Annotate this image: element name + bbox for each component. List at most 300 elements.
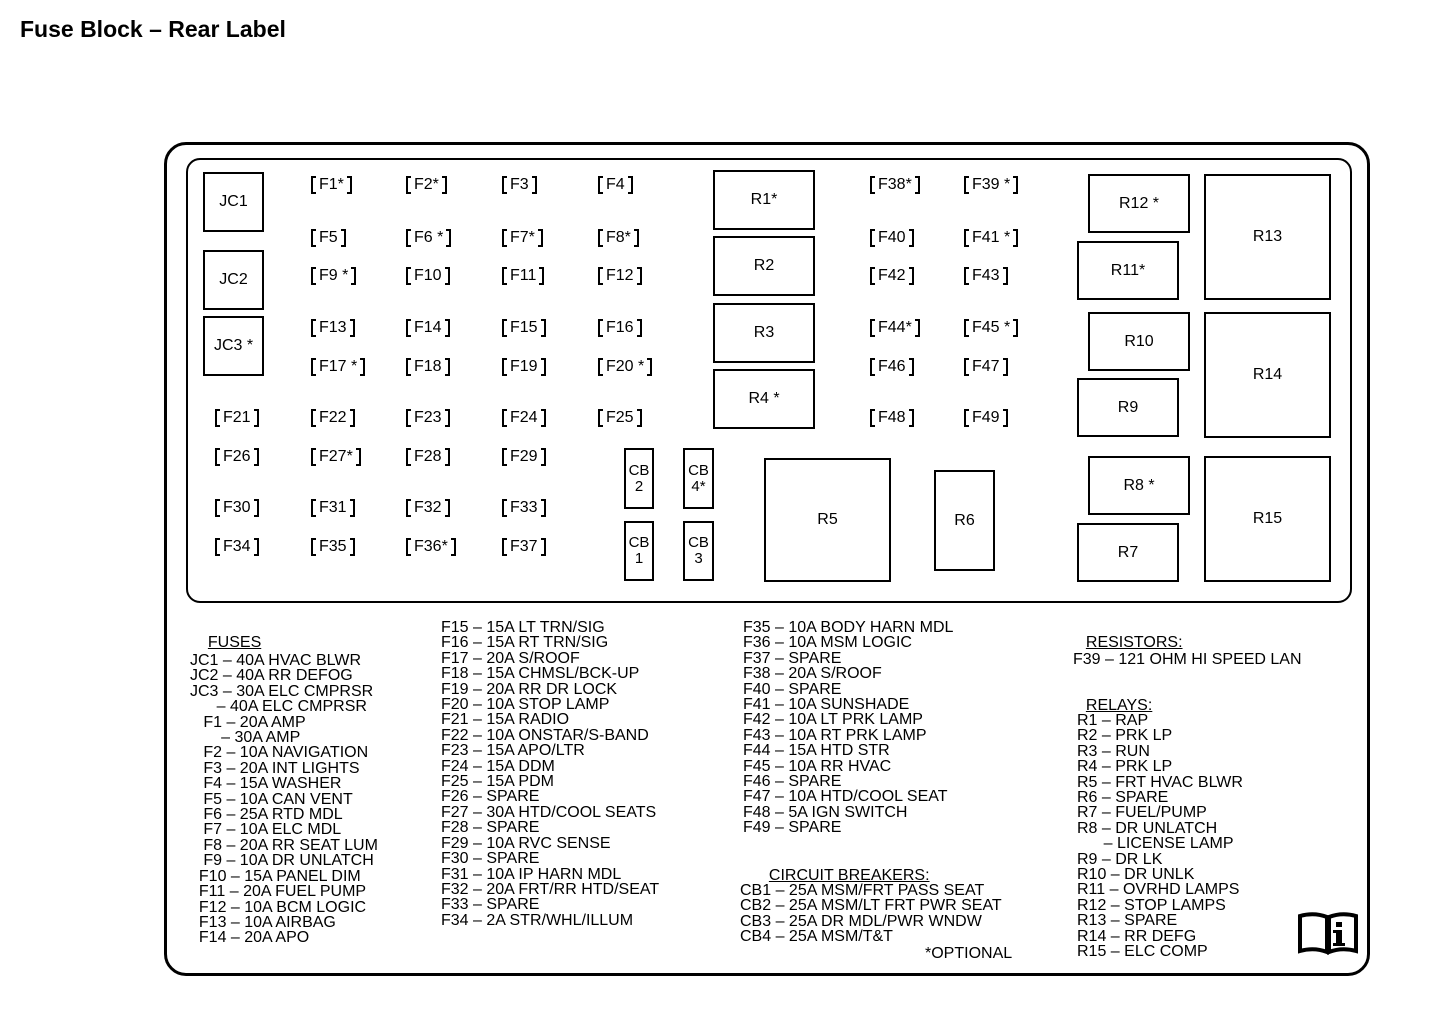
legend-line: F7 – 10A ELC MDL	[190, 821, 342, 839]
fuse-label: F2*	[414, 176, 439, 193]
junction-jc3: JC3 *	[203, 316, 264, 376]
relay-r14: R14	[1204, 312, 1331, 438]
fuse-label: F15	[510, 319, 538, 336]
fuse-label: F12	[606, 267, 634, 284]
legend-line: F34 – 2A STR/WHL/ILLUM	[441, 911, 634, 929]
fuse-bracket-right	[915, 176, 920, 194]
fuse-bracket-right	[445, 319, 450, 337]
legend-line: F45 – 10A RR HVAC	[743, 757, 892, 775]
fuse-label: F38*	[878, 176, 912, 193]
fuse-label: F16	[606, 319, 634, 336]
relay-r3: R3	[713, 303, 815, 363]
fuse-bracket-right	[254, 448, 259, 466]
fuse-f1	[311, 175, 352, 195]
fuse-label: F40	[878, 229, 906, 246]
optional-note: *OPTIONAL	[925, 945, 1013, 962]
fuse-bracket-left	[502, 538, 507, 556]
page-title: Fuse Block – Rear Label	[20, 16, 286, 42]
fuse-bracket-left	[870, 176, 875, 194]
legend-line: JC1 – 40A HVAC BLWR	[190, 652, 362, 669]
fuse-f21	[215, 408, 259, 428]
relay-r11: R11*	[1077, 241, 1179, 300]
resistors-header: RESISTORS:	[1085, 634, 1183, 652]
fuse-label: F49	[972, 409, 1000, 426]
fuse-f47	[964, 357, 1008, 377]
fuse-bracket-left	[311, 229, 316, 247]
fuse-bracket-left	[502, 319, 507, 337]
legend-line: F49 – SPARE	[743, 819, 842, 837]
fuse-bracket-right	[445, 358, 450, 376]
legend-line: F11 – 20A FUEL PUMP	[190, 883, 367, 901]
relay-r4: R4 *	[713, 369, 815, 429]
fuse-label: F24	[510, 409, 538, 426]
fuse-f5	[311, 228, 346, 248]
fuse-label: F25	[606, 409, 634, 426]
fuse-f28	[406, 447, 450, 467]
cb-label-top: CB	[688, 461, 709, 479]
fuse-f3	[502, 175, 537, 195]
fuse-bracket-right	[1013, 229, 1018, 247]
fuse-label: F29	[510, 448, 538, 465]
legend-line: F10 – 15A PANEL DIM	[190, 867, 361, 885]
fuse-f44	[870, 318, 920, 338]
fuse-f26	[215, 447, 259, 467]
fuse-label: F11	[510, 267, 537, 284]
legend-line: F43 – 10A RT PRK LAMP	[743, 726, 927, 744]
legend-line: F42 – 10A LT PRK LAMP	[743, 711, 923, 729]
fuse-bracket-left	[598, 409, 603, 427]
fuse-f42	[870, 266, 914, 286]
fuse-label: F41 *	[972, 229, 1011, 246]
legend-line: R11 – OVRHD LAMPS	[1077, 881, 1240, 899]
cb-label-top: CB	[628, 534, 650, 551]
legend-line: F12 – 10A BCM LOGIC	[190, 898, 367, 916]
fuse-bracket-right	[360, 358, 365, 376]
legend-resistors-header	[1077, 620, 1183, 651]
legend-line: F23 – 15A APO/LTR	[441, 742, 585, 760]
relay-r15: R15	[1204, 456, 1331, 582]
fuse-f17	[311, 357, 365, 377]
legend-line: F21 – 15A RADIO	[441, 711, 570, 729]
fuse-bracket-right	[1003, 358, 1008, 376]
relay-r5: R5	[764, 458, 891, 582]
fuse-bracket-right	[351, 267, 356, 285]
fuse-bracket-left	[502, 267, 507, 285]
legend-line: R14 – RR DEFG	[1077, 927, 1197, 945]
legend-line: F44 – 15A HTD STR	[743, 742, 890, 760]
fuse-bracket-right	[445, 409, 450, 427]
relays-header: RELAYS:	[1085, 697, 1153, 715]
legend-line: R8 – DR UNLATCH	[1077, 819, 1218, 837]
fuse-bracket-left	[502, 448, 507, 466]
legend-line: F28 – SPARE	[441, 819, 540, 837]
fuse-f7	[502, 228, 543, 248]
fuse-f38	[870, 175, 920, 195]
fuse-bracket-left	[598, 267, 603, 285]
fuse-label: F32	[414, 499, 442, 516]
relay-r7: R7	[1077, 523, 1179, 582]
legend-line: CB3 – 25A DR MDL/PWR WNDW	[740, 912, 982, 930]
fuse-bracket-right	[350, 409, 355, 427]
fuse-label: F47	[972, 358, 1000, 375]
fuse-bracket-left	[870, 358, 875, 376]
fuse-bracket-left	[311, 538, 316, 556]
fuse-bracket-left	[406, 409, 411, 427]
fuse-f39	[964, 175, 1018, 195]
fuse-label: F37	[510, 538, 538, 555]
fuse-bracket-right	[532, 176, 537, 194]
legend-line: F6 – 25A RTD MDL	[190, 806, 343, 824]
fuse-bracket-right	[909, 229, 914, 247]
junction-jc1: JC1	[203, 172, 264, 232]
legend-line: F32 – 20A FRT/RR HTD/SEAT	[441, 880, 660, 898]
fuse-label: F43	[972, 267, 1000, 284]
fuse-label: F22	[319, 409, 347, 426]
legend-line: F33 – SPARE	[441, 896, 540, 914]
legend-line: F4 – 15A WASHER	[190, 775, 342, 793]
relay-r9: R9	[1077, 378, 1179, 437]
fuse-f20	[598, 357, 652, 377]
legend-line: R15 – ELC COMP	[1077, 943, 1208, 961]
legend-line: CB2 – 25A MSM/LT FRT PWR SEAT	[740, 897, 1002, 915]
fuse-bracket-left	[502, 229, 507, 247]
legend-line: F2 – 10A NAVIGATION	[190, 744, 369, 762]
circuit-breaker-cb4	[683, 448, 714, 509]
legend-line: F13 – 10A AIRBAG	[190, 913, 336, 931]
fuse-label: F34	[223, 538, 251, 555]
fuse-bracket-right	[350, 319, 355, 337]
fuse-f32	[406, 498, 450, 518]
fuse-bracket-left	[215, 499, 220, 517]
fuse-label: F39 *	[972, 176, 1011, 193]
fuse-f4	[598, 175, 633, 195]
fuse-bracket-left	[311, 319, 316, 337]
fuse-label: F19	[510, 358, 538, 375]
fuse-f46	[870, 357, 914, 377]
fuse-f14	[406, 318, 450, 338]
legend-line: F30 – SPARE	[441, 850, 540, 868]
legend-line: F20 – 10A STOP LAMP	[441, 696, 610, 714]
fuse-f12	[598, 266, 642, 286]
fuse-bracket-right	[350, 538, 355, 556]
legend-circuit-breakers	[740, 883, 1002, 945]
fuse-bracket-left	[598, 358, 603, 376]
legend-line: F19 – 20A RR DR LOCK	[441, 680, 618, 698]
fuse-bracket-left	[406, 267, 411, 285]
fuse-bracket-right	[647, 358, 652, 376]
cb-label-number: 1	[634, 550, 644, 567]
fuse-bracket-left	[870, 409, 875, 427]
fuse-bracket-right	[637, 267, 642, 285]
fuse-bracket-left	[311, 267, 316, 285]
fuse-bracket-left	[870, 267, 875, 285]
legend-line: F37 – SPARE	[743, 649, 842, 667]
legend-line: F47 – 10A HTD/COOL SEAT	[743, 788, 948, 806]
legend-line: F14 – 20A APO	[190, 929, 310, 947]
circuit-breaker-cb3	[683, 521, 714, 581]
legend-line: R4 – PRK LP	[1077, 758, 1173, 776]
fuse-bracket-left	[406, 448, 411, 466]
fuse-bracket-right	[254, 409, 259, 427]
fuse-label: F23	[414, 409, 442, 426]
fuse-bracket-right	[538, 229, 543, 247]
legend-line: R1 – RAP	[1077, 712, 1149, 729]
fuse-f24	[502, 408, 546, 428]
circuit-breaker-cb1	[624, 521, 654, 581]
fuse-bracket-left	[964, 409, 969, 427]
fuse-f8	[598, 228, 639, 248]
fuse-label: F45 *	[972, 319, 1011, 336]
fuse-f43	[964, 266, 1008, 286]
fuse-f34	[215, 537, 259, 557]
fuse-bracket-right	[909, 267, 914, 285]
relay-r1: R1*	[713, 170, 815, 230]
fuse-f36	[406, 537, 456, 557]
fuse-bracket-right	[350, 499, 355, 517]
fuse-label: F17 *	[319, 358, 358, 375]
legend-fuses-header	[199, 620, 261, 651]
junction-jc2: JC2	[203, 250, 264, 310]
legend-resistor-line: F39 – 121 OHM HI SPEED LAN	[1073, 651, 1302, 668]
fuse-bracket-right	[634, 229, 639, 247]
legend-line: F29 – 10A RVC SENSE	[441, 834, 611, 852]
fuse-label: F6 *	[414, 229, 444, 246]
fuse-f30	[215, 498, 259, 518]
fuse-bracket-right	[628, 176, 633, 194]
fuse-f27	[311, 447, 361, 467]
legend-line: F15 – 15A LT TRN/SIG	[441, 619, 605, 636]
fuse-label: F35	[319, 538, 347, 555]
legend-line: F8 – 20A RR SEAT LUM	[190, 836, 378, 854]
legend-column-2	[441, 620, 659, 928]
fuse-bracket-left	[215, 409, 220, 427]
fuse-bracket-left	[311, 176, 316, 194]
legend-line: F38 – 20A S/ROOF	[743, 665, 882, 683]
fuse-bracket-left	[870, 229, 875, 247]
relay-r13: R13	[1204, 174, 1331, 300]
fuse-label: F31	[319, 499, 347, 516]
fuse-bracket-right	[909, 358, 914, 376]
fuse-bracket-right	[1013, 176, 1018, 194]
cb-label-number: 2	[634, 477, 644, 495]
fuse-bracket-left	[311, 409, 316, 427]
fuse-bracket-right	[637, 319, 642, 337]
fuse-label: F13	[319, 319, 347, 336]
legend-line: F24 – 15A DDM	[441, 757, 555, 775]
legend-line: F1 – 20A AMP	[190, 713, 306, 731]
legend-line: JC3 – 30A ELC CMPRSR	[190, 682, 374, 700]
fuse-bracket-left	[502, 176, 507, 194]
fuse-f29	[502, 447, 546, 467]
fuse-bracket-right	[1003, 409, 1008, 427]
legend-line: F25 – 15A PDM	[441, 773, 554, 791]
fuse-label: F46	[878, 358, 906, 375]
fuse-label: F9 *	[319, 267, 349, 284]
fuse-label: F48	[878, 409, 906, 426]
fuse-bracket-right	[445, 267, 450, 285]
legend-line: – 30A AMP	[190, 729, 301, 747]
fuse-bracket-left	[406, 319, 411, 337]
fuse-f45	[964, 318, 1018, 338]
legend-line: R9 – DR LK	[1077, 850, 1163, 868]
fuse-label: F3	[510, 176, 529, 193]
circuit-breaker-cb2	[624, 448, 654, 509]
relay-r6: R6	[934, 470, 995, 571]
legend-line: JC2 – 40A RR DEFOG	[190, 667, 353, 685]
fuse-f18	[406, 357, 450, 377]
fuse-bracket-left	[870, 319, 875, 337]
fuse-bracket-right	[341, 229, 346, 247]
fuse-bracket-right	[445, 499, 450, 517]
fuse-bracket-right	[909, 409, 914, 427]
cb-label-top: CB	[688, 534, 709, 551]
fuse-label: F36*	[414, 538, 448, 555]
fuse-f41	[964, 228, 1018, 248]
legend-line: R2 – PRK LP	[1077, 727, 1173, 745]
fuse-f49	[964, 408, 1008, 428]
fuse-f35	[311, 537, 355, 557]
legend-line: F27 – 30A HTD/COOL SEATS	[441, 803, 657, 821]
legend-line: R10 – DR UNLK	[1077, 866, 1195, 884]
fuse-bracket-left	[311, 448, 316, 466]
legend-line: F41 – 10A SUNSHADE	[743, 696, 910, 714]
fuse-label: F28	[414, 448, 442, 465]
fuse-bracket-right	[445, 448, 450, 466]
fuse-bracket-left	[598, 319, 603, 337]
fuse-f2	[406, 175, 447, 195]
fuse-label: F5	[319, 229, 338, 246]
fuse-bracket-right	[254, 538, 259, 556]
legend-circuit-breakers-header	[760, 853, 930, 884]
fuse-f15	[502, 318, 546, 338]
legend-line: F26 – SPARE	[441, 788, 540, 806]
fuse-bracket-left	[311, 499, 316, 517]
fuse-bracket-right	[541, 409, 546, 427]
fuse-bracket-left	[964, 267, 969, 285]
legend-line: – 40A ELC CMPRSR	[190, 698, 367, 716]
legend-column-1	[190, 653, 378, 946]
fuse-label: F4	[606, 176, 625, 193]
fuse-f23	[406, 408, 450, 428]
cb-label-number: 3	[694, 550, 703, 567]
fuse-label: F8*	[606, 229, 631, 246]
fuse-label: F14	[414, 319, 442, 336]
fuse-label: F27*	[319, 448, 353, 465]
legend-line: F18 – 15A CHMSL/BCK-UP	[441, 665, 640, 683]
fuse-f40	[870, 228, 914, 248]
fuse-f10	[406, 266, 450, 286]
fuse-bracket-left	[502, 358, 507, 376]
fuse-f22	[311, 408, 355, 428]
legend-line: F46 – SPARE	[743, 773, 842, 791]
fuse-bracket-right	[915, 319, 920, 337]
fuse-bracket-left	[406, 229, 411, 247]
fuse-bracket-right	[356, 448, 361, 466]
legend-line: CB4 – 25A MSM/T&T	[740, 928, 893, 946]
fuse-f25	[598, 408, 642, 428]
cb-label-top: CB	[628, 461, 650, 479]
fuse-bracket-left	[215, 448, 220, 466]
legend-line: F17 – 20A S/ROOF	[441, 649, 580, 667]
fuse-bracket-left	[964, 176, 969, 194]
fuse-f19	[502, 357, 546, 377]
fuse-label: F26	[223, 448, 251, 465]
fuse-bracket-right	[541, 448, 546, 466]
legend-line: F9 – 10A DR UNLATCH	[190, 852, 374, 870]
cb-label-number: 4*	[691, 477, 706, 495]
fuse-bracket-left	[406, 538, 411, 556]
fuse-bracket-left	[406, 176, 411, 194]
legend-line: F3 – 20A INT LIGHTS	[190, 759, 360, 777]
fuse-f6	[406, 228, 451, 248]
fuse-bracket-left	[311, 358, 316, 376]
fuse-label: F7*	[510, 229, 535, 246]
legend-relays	[1077, 713, 1243, 960]
fuse-f16	[598, 318, 642, 338]
fuse-bracket-left	[964, 358, 969, 376]
fuse-bracket-left	[215, 538, 220, 556]
fuse-bracket-left	[502, 499, 507, 517]
fuse-f13	[311, 318, 355, 338]
fuse-bracket-right	[442, 176, 447, 194]
fuse-f33	[502, 498, 546, 518]
legend-line: R6 – SPARE	[1077, 789, 1169, 807]
fuse-label: F20 *	[606, 358, 645, 375]
fuses-header: FUSES	[207, 634, 262, 652]
legend-line: – LICENSE LAMP	[1077, 835, 1234, 853]
legend-line: F22 – 10A ONSTAR/S-BAND	[441, 726, 649, 744]
fuse-bracket-left	[502, 409, 507, 427]
legend-line: F5 – 10A CAN VENT	[190, 790, 353, 808]
legend-line: F16 – 15A RT TRN/SIG	[441, 634, 609, 652]
fuse-label: F10	[414, 267, 442, 284]
fuse-bracket-left	[964, 229, 969, 247]
relay-r10: R10	[1088, 312, 1190, 371]
relay-r12: R12 *	[1088, 174, 1190, 233]
fuse-bracket-right	[541, 319, 546, 337]
fuse-f11	[502, 266, 544, 286]
fuse-bracket-right	[446, 229, 451, 247]
legend-line: R13 – SPARE	[1077, 912, 1178, 930]
fuse-f31	[311, 498, 355, 518]
fuse-label: F30	[223, 499, 251, 516]
legend-line: F40 – SPARE	[743, 680, 842, 698]
fuse-label: F44*	[878, 319, 912, 336]
legend-line: R7 – FUEL/PUMP	[1077, 804, 1207, 822]
owners-manual-info-icon	[1296, 910, 1360, 956]
fuse-bracket-right	[541, 499, 546, 517]
relay-r2: R2	[713, 236, 815, 296]
fuse-bracket-right	[637, 409, 642, 427]
fuse-bracket-left	[406, 358, 411, 376]
circuit-breakers-header: CIRCUIT BREAKERS:	[768, 867, 930, 885]
legend-relays-header	[1077, 683, 1152, 714]
fuse-bracket-right	[254, 499, 259, 517]
fuse-bracket-left	[406, 499, 411, 517]
fuse-bracket-right	[451, 538, 456, 556]
fuse-label: F18	[414, 358, 442, 375]
fuse-bracket-right	[347, 176, 352, 194]
relay-r8: R8 *	[1088, 456, 1190, 515]
fuse-bracket-right	[1013, 319, 1018, 337]
fuse-bracket-left	[598, 176, 603, 194]
fuse-bracket-right	[541, 358, 546, 376]
fuse-f37	[502, 537, 546, 557]
legend-line: F31 – 10A IP HARN MDL	[441, 865, 622, 883]
legend-line: CB1 – 25A MSM/FRT PASS SEAT	[740, 882, 985, 899]
fuse-bracket-left	[598, 229, 603, 247]
legend-line: F35 – 10A BODY HARN MDL	[743, 619, 954, 636]
